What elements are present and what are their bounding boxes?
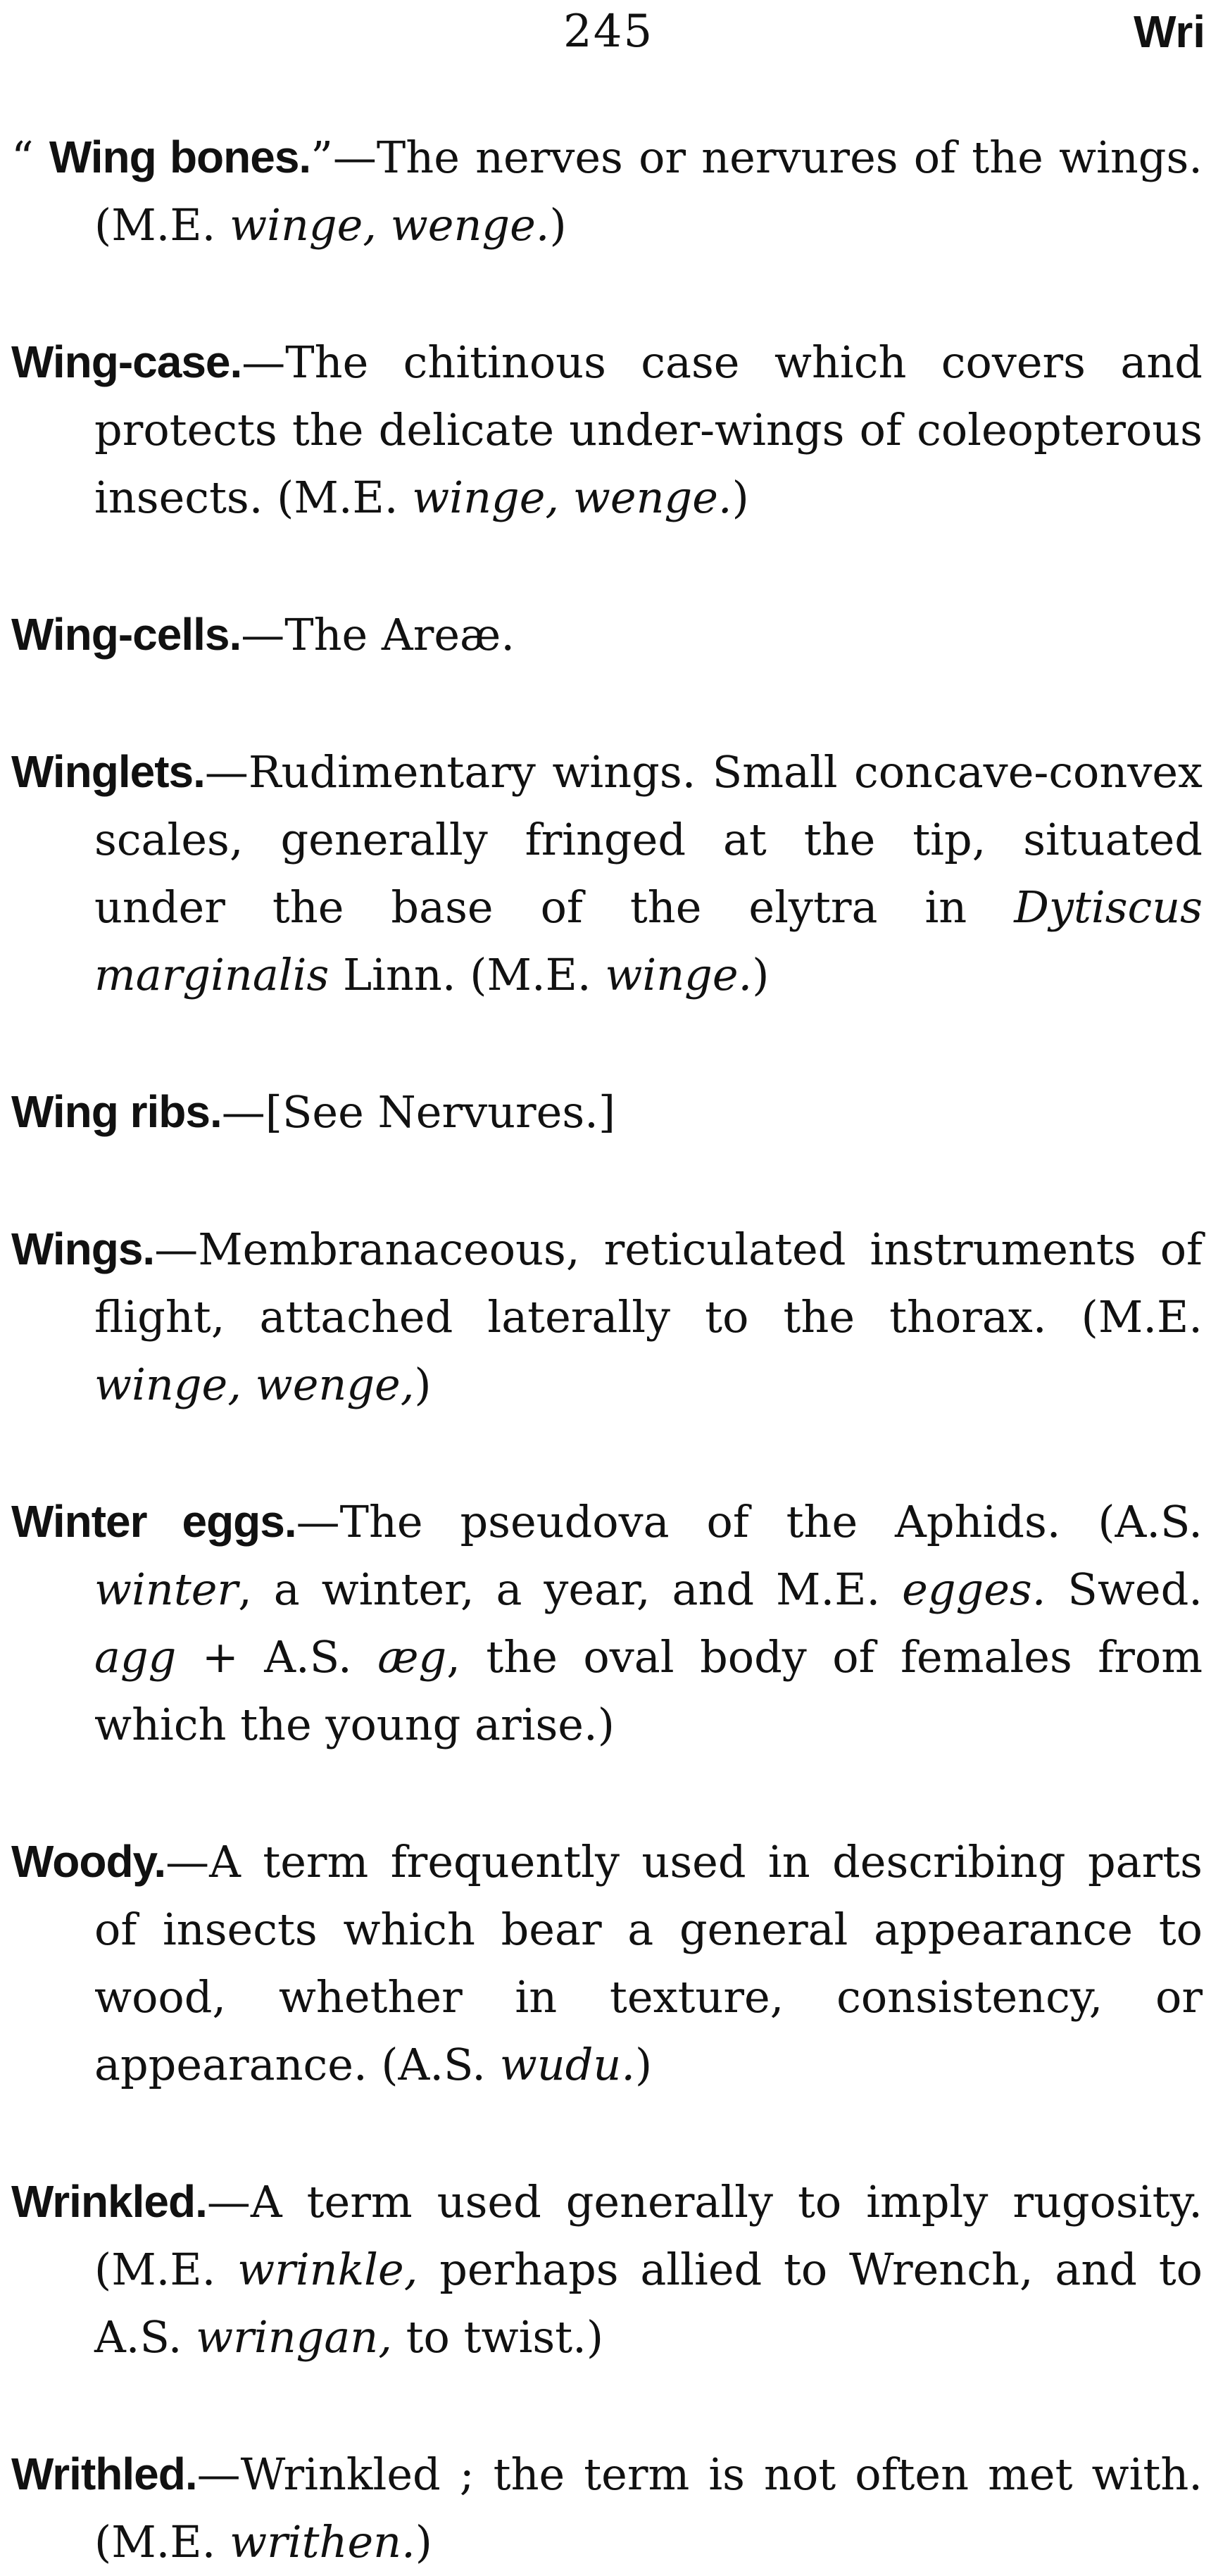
definition-text: ) — [635, 2039, 653, 2090]
entry-definition — [222, 1086, 615, 1138]
italic-term: wudu. — [499, 2039, 636, 2090]
italic-term: writhen. — [230, 2516, 415, 2568]
entry-headword: Wing bones. — [49, 132, 311, 182]
glossary-entry — [11, 1078, 1203, 1146]
entry-definition — [94, 1224, 1203, 1410]
italic-term: Dytiscus marginalis — [94, 881, 1203, 1000]
entry-headword: Winter eggs. — [11, 1496, 296, 1547]
definition-text: ) — [414, 1359, 432, 1410]
definition-text: to twist.) — [391, 2311, 604, 2363]
running-head: Wri — [1134, 6, 1205, 57]
italic-term: æg — [377, 1631, 447, 1683]
entry-definition — [241, 609, 515, 660]
italic-term: winge, wenge, — [94, 1359, 415, 1410]
page-number: 245 — [563, 6, 654, 58]
definition-text: + A.S. — [176, 1631, 378, 1683]
glossary-entries — [11, 123, 1203, 2576]
definition-text: Linn. (M.E. — [329, 949, 606, 1000]
definition-text: —Wrinkled ; the term is not often met with. (M.E. — [94, 2449, 1203, 2568]
glossary-entry — [11, 601, 1203, 669]
definition-text: Swed. — [1046, 1564, 1203, 1615]
italic-term: agg — [94, 1631, 177, 1683]
glossary-entry — [11, 1828, 1203, 2099]
entry-definition — [94, 2176, 1203, 2363]
italic-term: winter — [94, 1564, 239, 1615]
italic-term: winge, wenge. — [412, 472, 732, 523]
entry-headword: Woody. — [11, 1836, 166, 1887]
definition-text: ”—The nerves or nervures of the wings. (M.E. — [94, 132, 1203, 251]
entry-headword: Winglets. — [11, 746, 205, 797]
definition-text: ) — [549, 199, 567, 251]
glossary-entry — [11, 123, 1203, 259]
italic-term: winge. — [605, 949, 753, 1000]
definition-text: —Membranaceous, reticulated instruments of flight, attached laterally to the thorax. (M.E. — [94, 1224, 1203, 1343]
definition-text: —The chitinous case which covers and protects the delicate under-wings of coleopterous insects. (M.E. — [94, 337, 1203, 523]
entry-definition — [94, 337, 1203, 523]
glossary-entry — [11, 2440, 1203, 2576]
definition-text: —The Areæ. — [241, 609, 515, 660]
definition-text: , the oval body of females from which the young arise.) — [94, 1631, 1203, 1750]
italic-term: egges. — [902, 1564, 1046, 1615]
definition-text: ) — [415, 2516, 432, 2568]
definition-text: —[See Nervures.] — [221, 1086, 616, 1138]
definition-text: ) — [732, 472, 749, 523]
definition-text: —Rudimentary wings. Small concave-convex scales, generally fringed at the tip, situated under the base of the elytra in — [94, 746, 1203, 933]
definition-text: , a winter, a year, and M.E. — [238, 1564, 903, 1615]
page-header — [0, 0, 1211, 70]
glossary-entry — [11, 1215, 1203, 1419]
definition-text: —A term used generally to imply rugosity. (M.E. — [94, 2176, 1203, 2295]
glossary-entry — [11, 328, 1203, 532]
italic-term: winge, wenge. — [230, 199, 550, 251]
italic-term: wringan, — [196, 2311, 392, 2363]
glossary-entry — [11, 2168, 1203, 2371]
definition-text: —A term frequently used in describing parts of insects which bear a general appearance to wood, whether in texture, consistency, or appearance. (A.S. — [94, 1836, 1203, 2090]
definition-text: ) — [752, 949, 770, 1000]
entry-headword: Wrinkled. — [11, 2176, 207, 2227]
definition-text: —The pseudova of the Aphids. (A.S. — [296, 1496, 1203, 1547]
entry-definition — [94, 746, 1203, 1000]
entry-definition — [94, 1836, 1203, 2090]
glossary-entry — [11, 738, 1203, 1009]
entry-headword: Wing ribs. — [11, 1086, 222, 1137]
entry-definition — [94, 2449, 1203, 2568]
definition-text: perhaps allied to Wrench, and to A.S. — [94, 2244, 1203, 2363]
entry-headword: Wings. — [11, 1224, 155, 1274]
opening-quote: “ — [11, 132, 49, 183]
entry-headword: Wing-cells. — [11, 609, 241, 660]
entry-headword: Wing-case. — [11, 337, 242, 387]
italic-term: wrinkle, — [237, 2244, 418, 2295]
glossary-entry — [11, 1488, 1203, 1759]
entry-headword: Writhled. — [11, 2449, 197, 2499]
